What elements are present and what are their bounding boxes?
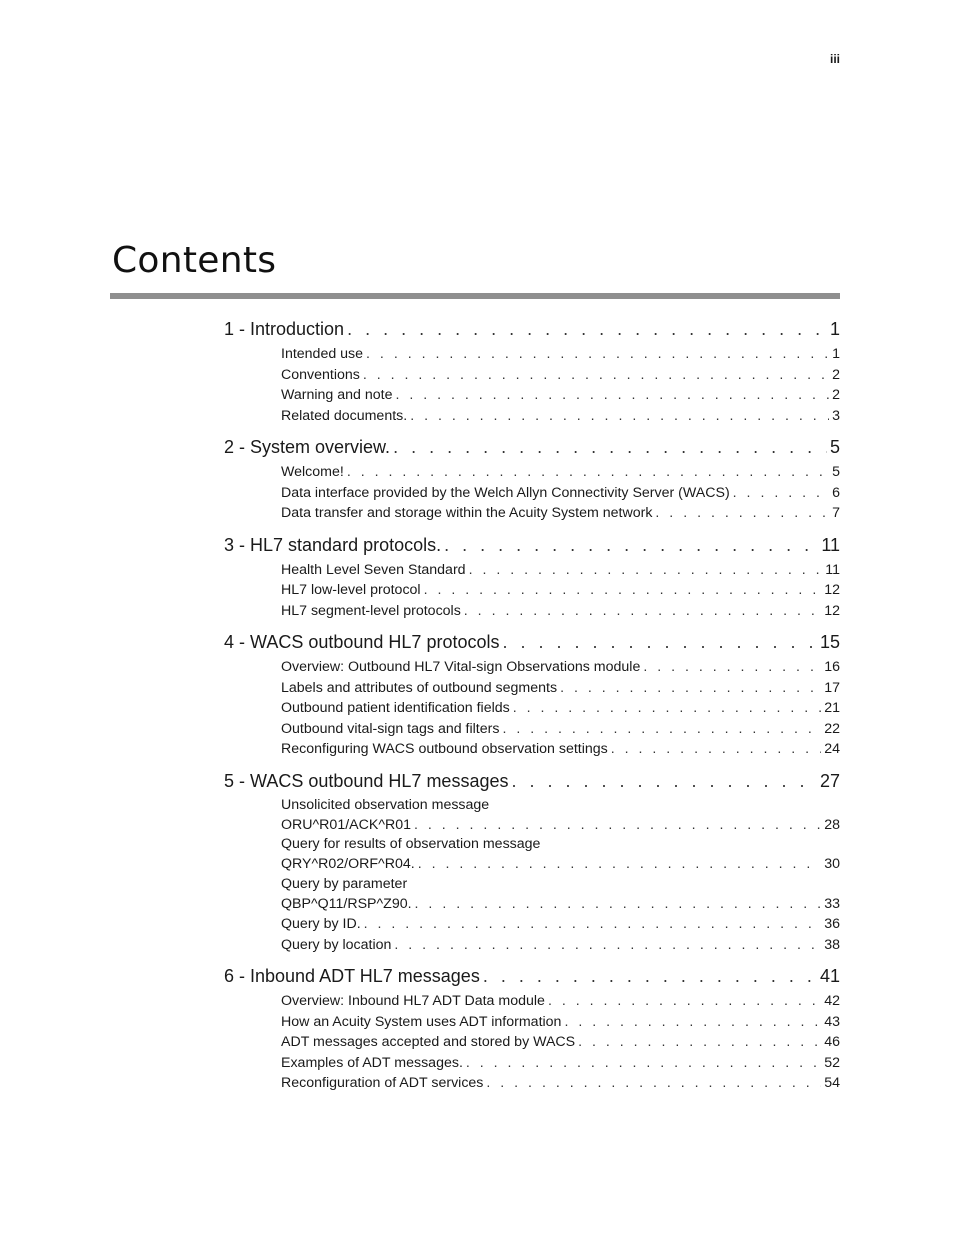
toc-entry-page: 16 — [824, 659, 840, 675]
toc-entry-title: ORU^R01/ACK^R01 — [281, 816, 412, 833]
toc-chapter — [224, 629, 840, 760]
toc-entry-page: 42 — [824, 993, 840, 1009]
toc-chapter-title: 6 - Inbound ADT HL7 messages — [224, 966, 480, 986]
toc-entry[interactable] — [224, 739, 840, 760]
toc-entry-page: 43 — [824, 1013, 840, 1030]
toc-leader-dots — [466, 1053, 821, 1074]
toc-chapter-page: 41 — [819, 966, 840, 986]
toc-chapter-title: 1 - Introduction — [224, 319, 345, 339]
toc-chapter-link[interactable] — [224, 316, 840, 343]
toc-entry[interactable] — [224, 580, 840, 601]
toc-leader-dots — [415, 894, 822, 915]
toc-entry-title: Reconfiguration of ADT services — [281, 1075, 484, 1091]
toc-entry[interactable] — [224, 657, 840, 678]
toc-chapter-page: 5 — [829, 437, 840, 457]
toc-entry[interactable] — [224, 503, 840, 524]
toc-entry-page: 21 — [824, 700, 840, 716]
page-number: iii — [829, 52, 840, 66]
toc-leader-dots — [564, 1012, 821, 1033]
toc-entry[interactable] — [224, 796, 840, 836]
toc-entry-page: 24 — [824, 741, 840, 757]
toc-entry-page: 11 — [825, 561, 840, 578]
toc-entry-title: Query by ID. — [281, 916, 361, 932]
toc-entry-page: 1 — [832, 346, 840, 362]
toc-entry[interactable] — [224, 1053, 840, 1074]
toc-entry[interactable] — [224, 483, 840, 504]
toc-entry-title: QRY^R02/ORF^R04. — [281, 856, 415, 872]
toc-entry-page: 22 — [824, 720, 840, 737]
toc-leader-dots — [363, 365, 829, 386]
toc-chapter-link[interactable] — [224, 434, 840, 461]
toc-leader-dots — [393, 434, 827, 461]
toc-entry-page: 2 — [832, 387, 840, 403]
toc-leader-dots — [347, 316, 827, 343]
toc-leader-dots — [347, 462, 829, 483]
title-rule — [110, 293, 840, 299]
toc-entry-title: Data transfer and storage within the Acuity System network — [281, 505, 653, 521]
toc-entry[interactable] — [224, 835, 840, 875]
toc-entry-title: Health Level Seven Standard — [281, 561, 466, 578]
toc-leader-dots — [511, 768, 816, 795]
toc-entry[interactable] — [224, 560, 840, 581]
toc-entry-page: 6 — [832, 484, 840, 501]
toc-entry-title: Related documents. — [281, 407, 408, 424]
toc-leader-dots — [578, 1032, 821, 1053]
toc-chapter-link[interactable] — [224, 629, 840, 656]
table-of-contents — [224, 316, 840, 1102]
toc-chapter-title: 2 - System overview. — [224, 437, 391, 457]
toc-leader-dots — [486, 1073, 821, 1094]
toc-leader-dots — [395, 385, 829, 406]
toc-chapter — [224, 434, 840, 524]
toc-entry-title-prefix: Unsolicited observation message — [281, 796, 490, 813]
toc-entry[interactable] — [224, 462, 840, 483]
toc-entry-title: Intended use — [281, 346, 364, 362]
page-title: Contents — [112, 240, 277, 281]
toc-entry-title: Warning and note — [281, 387, 393, 403]
toc-chapter-page: 27 — [819, 770, 840, 791]
toc-entry-page: 28 — [824, 816, 840, 833]
toc-entry-page: 38 — [824, 936, 840, 953]
toc-chapter-link[interactable] — [224, 768, 840, 795]
toc-leader-dots — [410, 406, 829, 427]
toc-leader-dots — [464, 601, 821, 622]
toc-entry-title: Outbound patient identification fields — [281, 700, 510, 716]
toc-chapter — [224, 316, 840, 426]
toc-entry[interactable] — [224, 1032, 840, 1053]
toc-leader-dots — [502, 719, 821, 740]
toc-entry-title: HL7 segment-level protocols — [281, 602, 461, 619]
toc-entry-page: 7 — [832, 505, 840, 521]
toc-entry-page: 17 — [824, 679, 840, 696]
toc-entry-page: 30 — [824, 856, 840, 872]
toc-entry[interactable] — [224, 991, 840, 1012]
toc-entry-page: 12 — [824, 582, 840, 598]
toc-entry[interactable] — [224, 406, 840, 427]
toc-entry-title-prefix: Query by parameter — [281, 875, 408, 892]
toc-entry-page: 12 — [824, 602, 840, 619]
toc-leader-dots — [643, 657, 821, 678]
toc-leader-dots — [548, 991, 821, 1012]
toc-entry[interactable] — [224, 1073, 840, 1094]
toc-entry[interactable] — [224, 385, 840, 406]
toc-leader-dots — [364, 914, 822, 935]
toc-entry[interactable] — [224, 601, 840, 622]
toc-entry[interactable] — [224, 875, 840, 915]
toc-leader-dots — [414, 815, 821, 836]
toc-entry-page: 2 — [832, 366, 840, 383]
toc-chapter — [224, 768, 840, 956]
toc-chapter-page: 15 — [819, 632, 840, 652]
toc-chapter — [224, 532, 840, 622]
toc-entry[interactable] — [224, 719, 840, 740]
toc-leader-dots — [394, 935, 821, 956]
toc-entry[interactable] — [224, 935, 840, 956]
toc-entry[interactable] — [224, 678, 840, 699]
toc-entry-page: 33 — [824, 895, 840, 912]
toc-entry[interactable] — [224, 914, 840, 935]
toc-entry-title: Overview: Inbound HL7 ADT Data module — [281, 993, 545, 1009]
toc-entry-title: Welcome! — [281, 464, 344, 480]
toc-leader-dots — [444, 532, 818, 559]
toc-entry-title: Overview: Outbound HL7 Vital-sign Observations module — [281, 659, 641, 675]
toc-entry-title: HL7 low-level protocol — [281, 582, 421, 598]
toc-entry-title: How an Acuity System uses ADT information — [281, 1013, 562, 1030]
toc-chapter-page: 11 — [821, 534, 840, 555]
toc-leader-dots — [560, 678, 821, 699]
toc-leader-dots — [469, 560, 823, 581]
toc-entry-title: Examples of ADT messages. — [281, 1054, 463, 1071]
toc-entry-title: ADT messages accepted and stored by WACS — [281, 1034, 576, 1050]
toc-entry[interactable] — [224, 1012, 840, 1033]
toc-entry[interactable] — [224, 698, 840, 719]
toc-entry[interactable] — [224, 365, 840, 386]
toc-entry-title: Labels and attributes of outbound segments — [281, 679, 558, 696]
toc-entry-page: 52 — [824, 1054, 840, 1071]
toc-leader-dots — [655, 503, 829, 524]
toc-entry-page: 3 — [832, 407, 840, 424]
toc-leader-dots — [483, 963, 817, 990]
toc-leader-dots — [502, 629, 816, 656]
toc-entry[interactable] — [224, 344, 840, 365]
toc-entry-title: Query by location — [281, 936, 392, 953]
toc-entry-page: 54 — [824, 1075, 840, 1091]
toc-chapter-title: 3 - HL7 standard protocols. — [224, 534, 442, 555]
toc-leader-dots — [366, 344, 829, 365]
toc-chapter-link[interactable] — [224, 532, 840, 559]
toc-leader-dots — [733, 483, 829, 504]
toc-entry-title-prefix: Query for results of observation message — [281, 836, 541, 852]
toc-entry-page: 36 — [824, 916, 840, 932]
toc-chapter-title: 4 - WACS outbound HL7 protocols — [224, 632, 500, 652]
toc-entry-page: 5 — [832, 464, 840, 480]
toc-entry-title: Outbound vital-sign tags and filters — [281, 720, 500, 737]
toc-entry-title: Data interface provided by the Welch Allyn Connectivity Server (WACS) — [281, 484, 730, 501]
toc-leader-dots — [424, 580, 822, 601]
toc-leader-dots — [513, 698, 821, 719]
toc-leader-dots — [418, 854, 822, 875]
toc-entry-title: Reconfiguring WACS outbound observation settings — [281, 741, 608, 757]
toc-chapter-title: 5 - WACS outbound HL7 messages — [224, 770, 509, 791]
toc-chapter-link[interactable] — [224, 963, 840, 990]
toc-chapter-page: 1 — [829, 319, 840, 339]
toc-entry-page: 46 — [824, 1034, 840, 1050]
toc-entry-title: Conventions — [281, 366, 360, 383]
toc-leader-dots — [611, 739, 821, 760]
toc-entry-title: QBP^Q11/RSP^Z90. — [281, 895, 412, 912]
toc-chapter — [224, 963, 840, 1094]
